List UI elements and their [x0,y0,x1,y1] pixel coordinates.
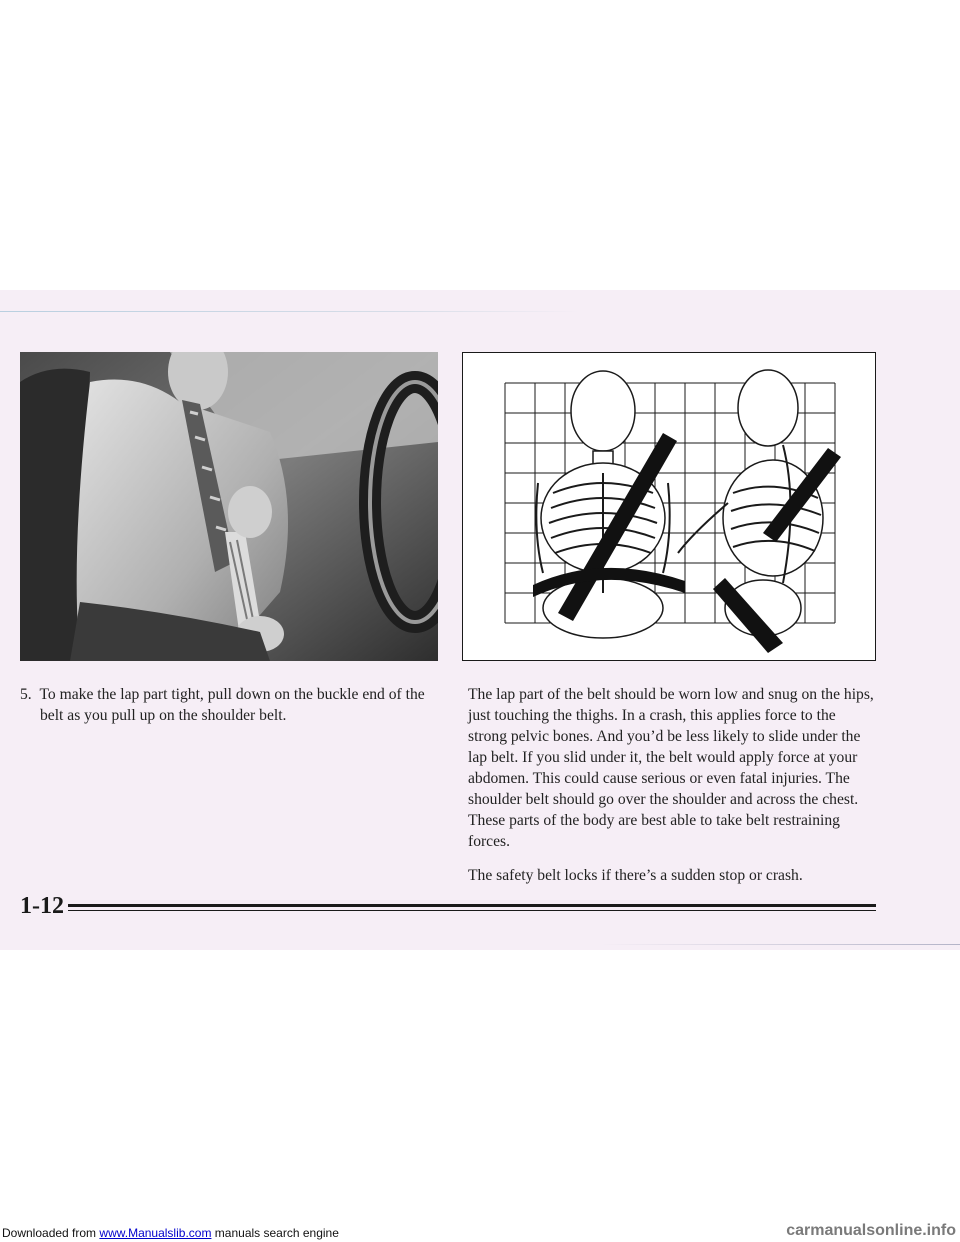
download-prefix: Downloaded from [2,1226,97,1240]
footer-rule [68,904,876,907]
footer-rule-thin [68,910,876,911]
download-header [2,1226,339,1240]
lap-belt-paragraph: The lap part of the belt should be worn low and snug on the hips, just touching the thighs. In a crash, this applies force to the strong pelvic bones. And you’d be less likely to slide under the lap belt. If you slid under it, the belt would apply force at your abdomen. This could cause serious or even fatal injuries. The shoulder belt should go over the shoulder and across the chest. These parts of the body are best able to take belt restraining forces. [468,686,874,850]
top-rule [0,311,580,312]
page-number: 1-12 [20,893,64,919]
belt-placement-diagram [462,352,876,661]
manualslib-link[interactable]: www.Manualslib.com [99,1226,212,1240]
step-number: 5. [20,686,32,703]
seat-belt-photo [20,352,438,661]
carmanuals-watermark: carmanualsonline.info [786,1222,956,1239]
step-5-item [20,684,450,726]
belt-locks-paragraph: The safety belt locks if there’s a sudden stop or crash. [468,867,803,884]
bottom-fade-rule [600,944,960,945]
download-suffix: manuals search engine [214,1226,339,1240]
step-text: To make the lap part tight, pull down on the buckle end of the belt as you pull up on the shoulder belt. [39,686,425,724]
